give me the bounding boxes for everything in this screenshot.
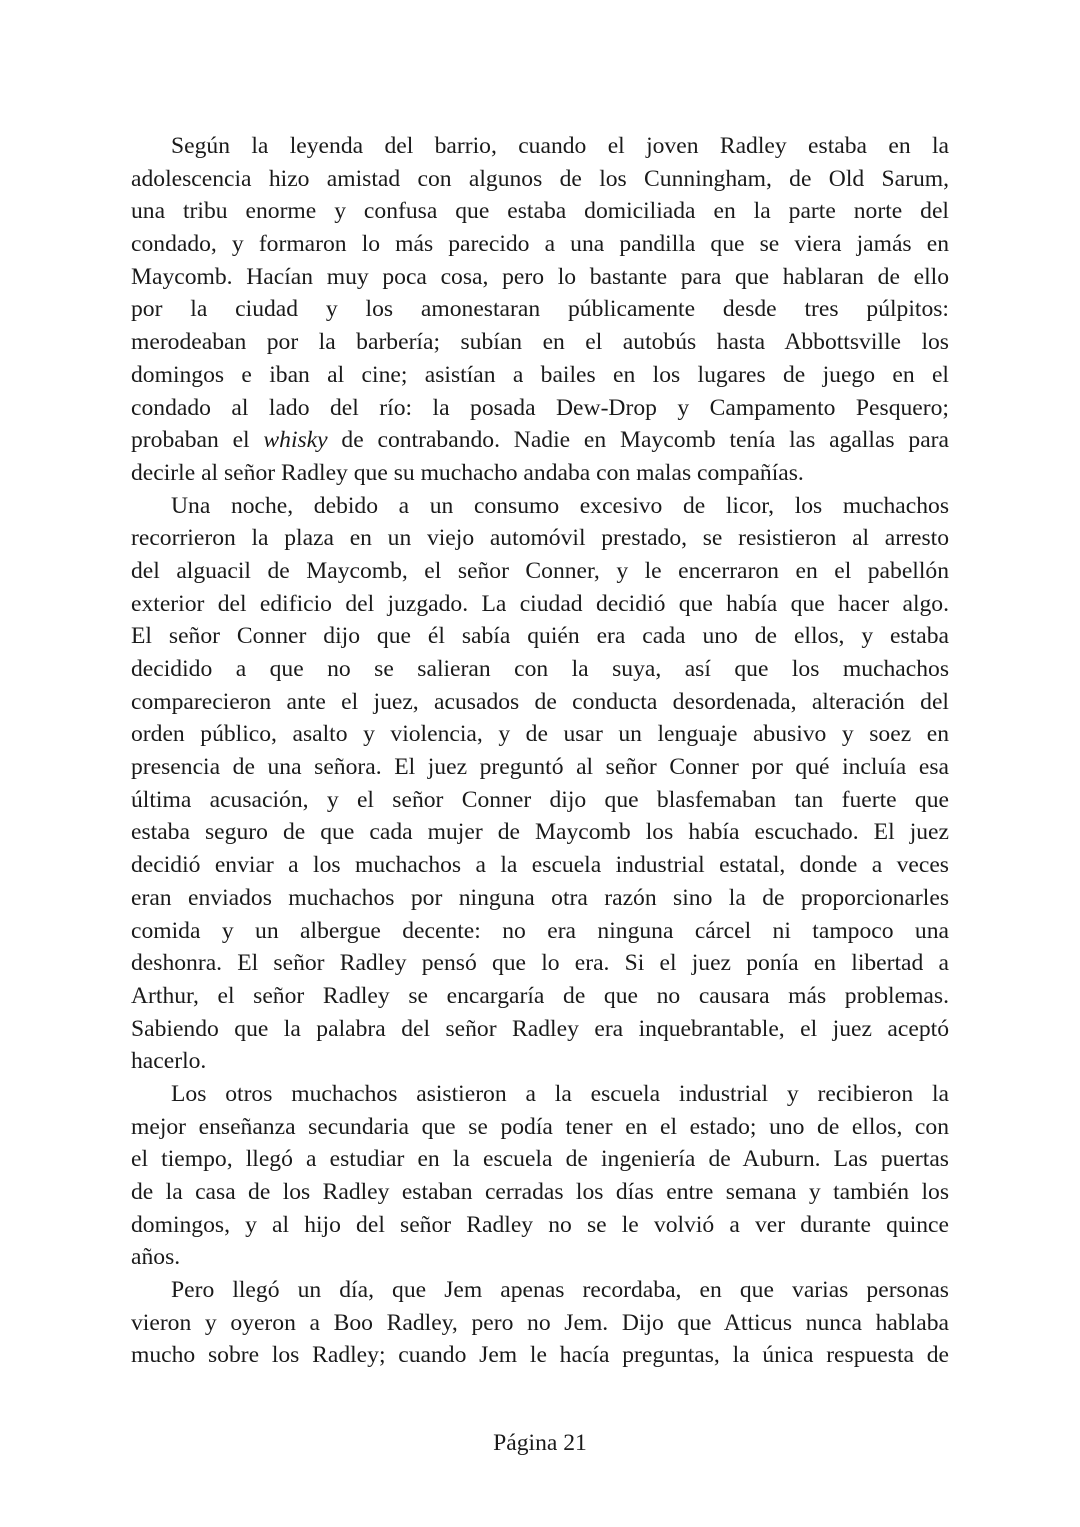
text-line: orden público, asalto y violencia, y de usar un lenguaje abusivo y soez en	[131, 721, 949, 748]
text-line: comparecieron ante el juez, acusados de conducta desordenada, alteración del	[131, 688, 949, 715]
text-line: recorrieron la plaza en un viejo automóvil prestado, se resistieron al arresto	[131, 525, 949, 552]
paragraph	[131, 130, 949, 490]
body-text	[131, 130, 949, 1372]
text-line: Los otros muchachos asistieron a la escuela industrial y recibieron la	[171, 1080, 949, 1107]
text-line: Sabiendo que la palabra del señor Radley era inquebrantable, el juez aceptó	[131, 1015, 949, 1042]
text-line: una tribu enorme y confusa que estaba domiciliada en la parte norte del	[131, 198, 949, 225]
text-line: condado al lado del río: la posada Dew-Drop y Campamento Pesquero;	[131, 394, 949, 421]
text-line: exterior del edificio del juzgado. La ciudad decidió que había que hacer algo.	[131, 590, 949, 617]
text-line: El señor Conner dijo que él sabía quién era cada uno de ellos, y estaba	[131, 623, 949, 650]
text-line: última acusación, y el señor Conner dijo que blasfemaban tan fuerte que	[131, 786, 949, 813]
text-line: Maycomb. Hacían muy poca cosa, pero lo bastante para que hablaran de ello	[131, 263, 949, 290]
text-line: años.	[131, 1244, 181, 1271]
text-line: del alguacil de Maycomb, el señor Conner, y le encerraron en el pabellón	[131, 557, 949, 584]
text-line: condado, y formaron lo más parecido a una pandilla que se viera jamás en	[131, 231, 949, 258]
text-line: mucho sobre los Radley; cuando Jem le hacía preguntas, la única respuesta de	[131, 1342, 949, 1369]
text-line: domingos, y al hijo del señor Radley no se le volvió a ver durante quince	[131, 1211, 949, 1238]
text-line: adolescencia hizo amistad con algunos de los Cunningham, de Old Sarum,	[131, 165, 949, 192]
text-line: probaban el whisky de contrabando. Nadie en Maycomb tenía las agallas para	[131, 427, 949, 454]
text-line: Una noche, debido a un consumo excesivo de licor, los muchachos	[171, 492, 949, 519]
text-line: presencia de una señora. El juez preguntó al señor Conner por qué incluía esa	[131, 754, 949, 781]
italic-word: whisky	[263, 427, 328, 454]
paragraph	[131, 1274, 949, 1372]
text-line: decidido a que no se salieran con la suya, así que los muchachos	[131, 656, 949, 682]
text-line: merodeaban por la barbería; subían en el autobús hasta Abbottsville los	[131, 329, 949, 356]
text-line: deshonra. El señor Radley pensó que lo era. Si el juez ponía en libertad a	[131, 950, 949, 977]
text-line: de la casa de los Radley estaban cerradas los días entre semana y también los	[131, 1179, 949, 1205]
text-line: Según la leyenda del barrio, cuando el joven Radley estaba en la	[171, 133, 949, 159]
text-line: mejor enseñanza secundaria que se podía tener en el estado; uno de ellos, con	[131, 1113, 949, 1140]
text-line: Arthur, el señor Radley se encargaría de que no causara más problemas.	[131, 982, 949, 1009]
text-line: decidió enviar a los muchachos a la escuela industrial estatal, donde a veces	[131, 852, 949, 879]
text-line: por la ciudad y los amonestaran públicamente desde tres púlpitos:	[131, 296, 949, 323]
text-line: comida y un albergue decente: no era ninguna cárcel ni tampoco una	[131, 917, 949, 944]
text-line: hacerlo.	[131, 1048, 207, 1075]
text-line: eran enviados muchachos por ninguna otra razón sino la de proporcionarles	[131, 884, 949, 911]
text-line: el tiempo, llegó a estudiar en la escuela de ingeniería de Auburn. Las puertas	[131, 1146, 949, 1173]
paragraph	[131, 490, 949, 1078]
page-number: Página 21	[493, 1430, 587, 1456]
text-line: domingos e iban al cine; asistían a bailes en los lugares de juego en el	[131, 361, 949, 388]
text-line: vieron y oyeron a Boo Radley, pero no Jem. Dijo que Atticus nunca hablaba	[131, 1309, 949, 1336]
paragraph	[131, 1078, 949, 1274]
text-line: decirle al señor Radley que su muchacho andaba con malas compañías.	[131, 459, 804, 486]
text-line: Pero llegó un día, que Jem apenas recordaba, en que varias personas	[171, 1277, 949, 1304]
text-line: estaba seguro de que cada mujer de Maycomb los había escuchado. El juez	[131, 819, 949, 846]
